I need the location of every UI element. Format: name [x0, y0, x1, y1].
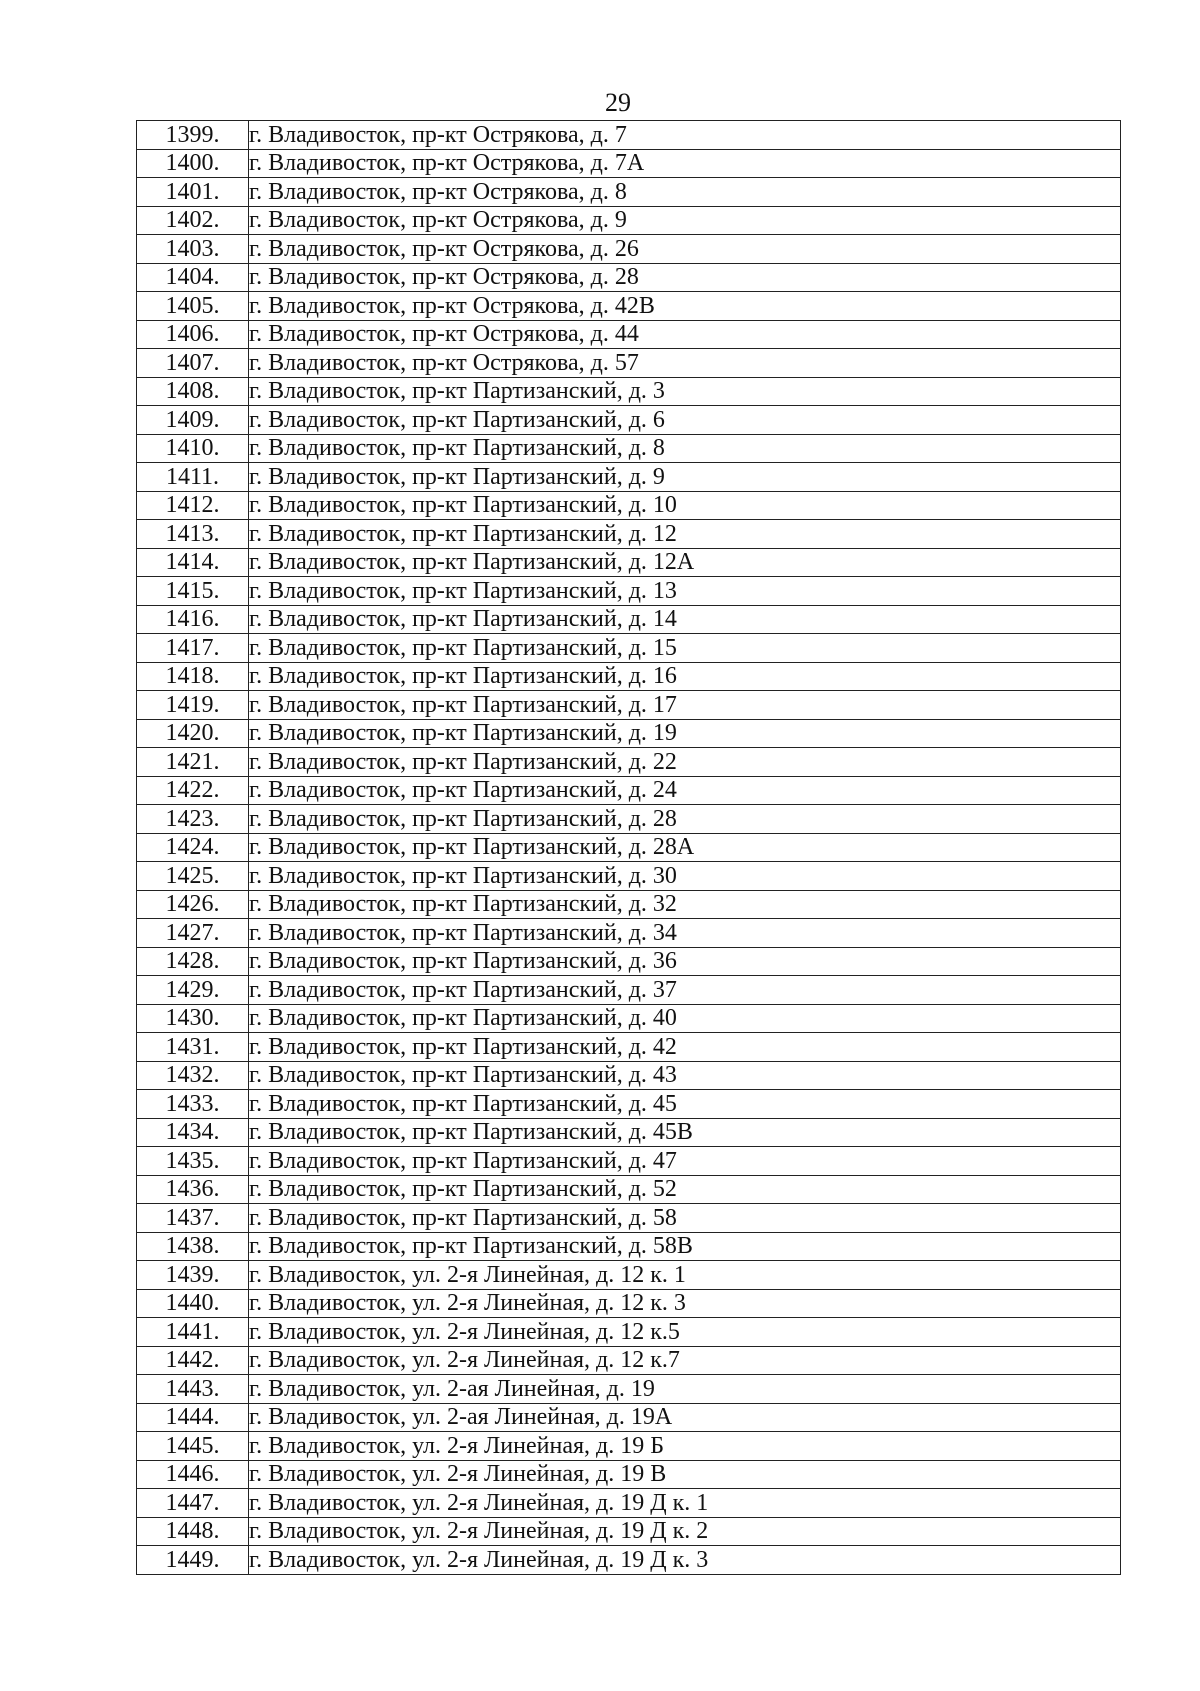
table-row [137, 121, 1121, 150]
row-address: г. Владивосток, ул. 2-ая Линейная, д. 19 [249, 1375, 1121, 1404]
row-address: г. Владивосток, пр-кт Острякова, д. 42В [249, 292, 1121, 321]
table-row [137, 662, 1121, 691]
table-row [137, 1090, 1121, 1119]
row-address: г. Владивосток, пр-кт Партизанский, д. 13 [249, 577, 1121, 606]
row-address: г. Владивосток, пр-кт Партизанский, д. 14 [249, 605, 1121, 634]
row-number: 1434. [137, 1118, 249, 1147]
row-address: г. Владивосток, пр-кт Партизанский, д. 15 [249, 634, 1121, 663]
table-row [137, 577, 1121, 606]
table-row [137, 434, 1121, 463]
row-address: г. Владивосток, пр-кт Партизанский, д. 24 [249, 776, 1121, 805]
row-address: г. Владивосток, пр-кт Партизанский, д. 28А [249, 833, 1121, 862]
row-number: 1430. [137, 1004, 249, 1033]
table-row [137, 719, 1121, 748]
table-row [137, 1375, 1121, 1404]
row-number: 1408. [137, 377, 249, 406]
row-address: г. Владивосток, ул. 2-я Линейная, д. 19 В [249, 1460, 1121, 1489]
row-number: 1415. [137, 577, 249, 606]
row-address: г. Владивосток, пр-кт Острякова, д. 26 [249, 235, 1121, 264]
table-row [137, 1403, 1121, 1432]
table-row [137, 1261, 1121, 1290]
row-address: г. Владивосток, пр-кт Партизанский, д. 22 [249, 748, 1121, 777]
table-row [137, 1033, 1121, 1062]
row-number: 1411. [137, 463, 249, 492]
row-address: г. Владивосток, пр-кт Партизанский, д. 40 [249, 1004, 1121, 1033]
row-number: 1402. [137, 206, 249, 235]
row-address: г. Владивосток, пр-кт Острякова, д. 44 [249, 320, 1121, 349]
row-number: 1423. [137, 805, 249, 834]
row-address: г. Владивосток, ул. 2-я Линейная, д. 12 к. 1 [249, 1261, 1121, 1290]
table-row [137, 833, 1121, 862]
table-row [137, 976, 1121, 1005]
row-number: 1412. [137, 491, 249, 520]
table-row [137, 1460, 1121, 1489]
table-row [137, 890, 1121, 919]
row-address: г. Владивосток, пр-кт Партизанский, д. 10 [249, 491, 1121, 520]
row-number: 1439. [137, 1261, 249, 1290]
table-row [137, 1232, 1121, 1261]
row-number: 1432. [137, 1061, 249, 1090]
row-address: г. Владивосток, пр-кт Острякова, д. 7 [249, 121, 1121, 150]
row-number: 1401. [137, 178, 249, 207]
row-number: 1406. [137, 320, 249, 349]
table-row [137, 1289, 1121, 1318]
row-address: г. Владивосток, ул. 2-я Линейная, д. 19 Б [249, 1432, 1121, 1461]
table-row [137, 1546, 1121, 1575]
table-row [137, 1175, 1121, 1204]
table-row [137, 548, 1121, 577]
row-address: г. Владивосток, пр-кт Партизанский, д. 12А [249, 548, 1121, 577]
row-address: г. Владивосток, пр-кт Партизанский, д. 9 [249, 463, 1121, 492]
table-row [137, 1147, 1121, 1176]
row-address: г. Владивосток, пр-кт Партизанский, д. 37 [249, 976, 1121, 1005]
row-address: г. Владивосток, пр-кт Партизанский, д. 3 [249, 377, 1121, 406]
row-address: г. Владивосток, пр-кт Партизанский, д. 8 [249, 434, 1121, 463]
row-address: г. Владивосток, пр-кт Партизанский, д. 43 [249, 1061, 1121, 1090]
row-address: г. Владивосток, пр-кт Партизанский, д. 17 [249, 691, 1121, 720]
row-number: 1448. [137, 1517, 249, 1546]
row-number: 1414. [137, 548, 249, 577]
address-table [136, 120, 1121, 1575]
row-number: 1441. [137, 1318, 249, 1347]
row-number: 1407. [137, 349, 249, 378]
row-number: 1433. [137, 1090, 249, 1119]
row-address: г. Владивосток, ул. 2-я Линейная, д. 12 к. 3 [249, 1289, 1121, 1318]
table-row [137, 149, 1121, 178]
row-address: г. Владивосток, пр-кт Партизанский, д. 6 [249, 406, 1121, 435]
row-number: 1404. [137, 263, 249, 292]
table-row [137, 1432, 1121, 1461]
row-address: г. Владивосток, пр-кт Партизанский, д. 36 [249, 947, 1121, 976]
row-number: 1446. [137, 1460, 249, 1489]
table-row [137, 320, 1121, 349]
table-row [137, 1346, 1121, 1375]
row-number: 1409. [137, 406, 249, 435]
row-number: 1428. [137, 947, 249, 976]
table-row [137, 178, 1121, 207]
row-number: 1424. [137, 833, 249, 862]
table-row [137, 377, 1121, 406]
row-number: 1421. [137, 748, 249, 777]
row-number: 1413. [137, 520, 249, 549]
row-address: г. Владивосток, пр-кт Острякова, д. 7А [249, 149, 1121, 178]
row-number: 1426. [137, 890, 249, 919]
table-row [137, 349, 1121, 378]
row-number: 1405. [137, 292, 249, 321]
row-address: г. Владивосток, пр-кт Партизанский, д. 34 [249, 919, 1121, 948]
row-address: г. Владивосток, пр-кт Партизанский, д. 58 [249, 1204, 1121, 1233]
row-address: г. Владивосток, пр-кт Партизанский, д. 28 [249, 805, 1121, 834]
row-address: г. Владивосток, пр-кт Партизанский, д. 19 [249, 719, 1121, 748]
row-number: 1435. [137, 1147, 249, 1176]
row-number: 1442. [137, 1346, 249, 1375]
row-number: 1431. [137, 1033, 249, 1062]
row-number: 1410. [137, 434, 249, 463]
table-row [137, 748, 1121, 777]
row-address: г. Владивосток, пр-кт Партизанский, д. 45 [249, 1090, 1121, 1119]
row-number: 1445. [137, 1432, 249, 1461]
row-address: г. Владивосток, ул. 2-ая Линейная, д. 19А [249, 1403, 1121, 1432]
table-row [137, 1204, 1121, 1233]
table-row [137, 1489, 1121, 1518]
table-row [137, 463, 1121, 492]
row-address: г. Владивосток, пр-кт Партизанский, д. 45В [249, 1118, 1121, 1147]
table-row [137, 691, 1121, 720]
row-address: г. Владивосток, пр-кт Острякова, д. 28 [249, 263, 1121, 292]
row-address: г. Владивосток, ул. 2-я Линейная, д. 19 Д к. 3 [249, 1546, 1121, 1575]
row-number: 1440. [137, 1289, 249, 1318]
row-address: г. Владивосток, пр-кт Острякова, д. 57 [249, 349, 1121, 378]
row-address: г. Владивосток, пр-кт Партизанский, д. 52 [249, 1175, 1121, 1204]
row-number: 1418. [137, 662, 249, 691]
page-number: 29 [605, 88, 631, 117]
table-row [137, 491, 1121, 520]
table-row [137, 263, 1121, 292]
table-row [137, 634, 1121, 663]
row-number: 1403. [137, 235, 249, 264]
row-number: 1417. [137, 634, 249, 663]
row-address: г. Владивосток, пр-кт Партизанский, д. 42 [249, 1033, 1121, 1062]
table-row [137, 406, 1121, 435]
table-row [137, 947, 1121, 976]
row-address: г. Владивосток, пр-кт Острякова, д. 9 [249, 206, 1121, 235]
table-row [137, 1004, 1121, 1033]
row-address: г. Владивосток, пр-кт Партизанский, д. 47 [249, 1147, 1121, 1176]
table-row [137, 292, 1121, 321]
table-row [137, 206, 1121, 235]
table-row [137, 1517, 1121, 1546]
row-number: 1443. [137, 1375, 249, 1404]
table-row [137, 776, 1121, 805]
row-number: 1429. [137, 976, 249, 1005]
table-row [137, 520, 1121, 549]
row-number: 1419. [137, 691, 249, 720]
row-address: г. Владивосток, пр-кт Партизанский, д. 58В [249, 1232, 1121, 1261]
row-address: г. Владивосток, ул. 2-я Линейная, д. 19 Д к. 2 [249, 1517, 1121, 1546]
table-row [137, 1061, 1121, 1090]
row-number: 1422. [137, 776, 249, 805]
table-row [137, 235, 1121, 264]
row-address: г. Владивосток, ул. 2-я Линейная, д. 12 к.7 [249, 1346, 1121, 1375]
table-row [137, 919, 1121, 948]
row-number: 1438. [137, 1232, 249, 1261]
row-number: 1436. [137, 1175, 249, 1204]
row-address: г. Владивосток, пр-кт Партизанский, д. 16 [249, 662, 1121, 691]
row-address: г. Владивосток, пр-кт Партизанский, д. 32 [249, 890, 1121, 919]
row-number: 1427. [137, 919, 249, 948]
table-row [137, 605, 1121, 634]
row-number: 1420. [137, 719, 249, 748]
row-number: 1425. [137, 862, 249, 891]
row-number: 1437. [137, 1204, 249, 1233]
table-row [137, 1118, 1121, 1147]
row-number: 1416. [137, 605, 249, 634]
row-address: г. Владивосток, пр-кт Партизанский, д. 12 [249, 520, 1121, 549]
row-number: 1400. [137, 149, 249, 178]
row-number: 1444. [137, 1403, 249, 1432]
row-number: 1449. [137, 1546, 249, 1575]
table-row [137, 1318, 1121, 1347]
row-address: г. Владивосток, пр-кт Партизанский, д. 30 [249, 862, 1121, 891]
row-address: г. Владивосток, ул. 2-я Линейная, д. 12 к.5 [249, 1318, 1121, 1347]
row-address: г. Владивосток, пр-кт Острякова, д. 8 [249, 178, 1121, 207]
row-address: г. Владивосток, ул. 2-я Линейная, д. 19 Д к. 1 [249, 1489, 1121, 1518]
table-row [137, 862, 1121, 891]
row-number: 1447. [137, 1489, 249, 1518]
table-row [137, 805, 1121, 834]
row-number: 1399. [137, 121, 249, 150]
address-table-body [137, 121, 1121, 1575]
